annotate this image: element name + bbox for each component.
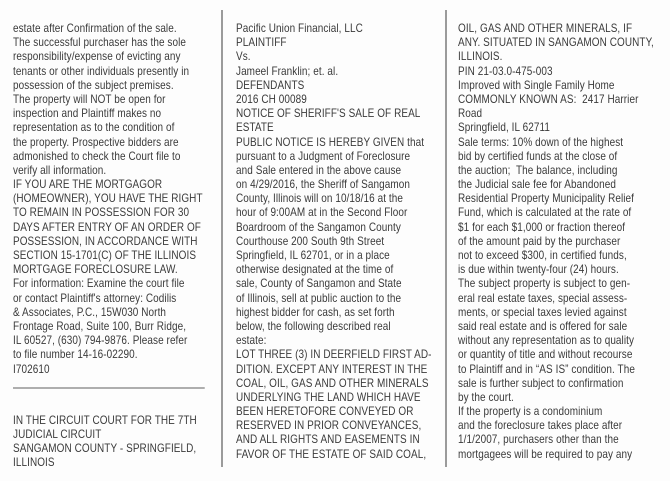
text-line: responsibility/expense of evicting any: [13, 49, 181, 64]
text-line: representation as to the condition of: [13, 120, 175, 135]
text-line: COMMONLY KNOWN AS: 2417 Harrier: [458, 91, 639, 106]
text-line: 1/1/2007, purchasers other than the: [458, 432, 619, 447]
text-line: pursuant to a Judgment of Foreclosure: [236, 148, 411, 163]
text-line: POSSESSION, IN ACCORDANCE WITH: [13, 233, 198, 248]
text-line: TO REMAIN IN POSSESSION FOR 30: [13, 205, 190, 220]
text-line: or contact Plaintiff's attorney: Codilis: [13, 290, 177, 305]
text-line: eral real estate taxes, special assess-: [458, 290, 628, 305]
notice-column-3: [458, 21, 662, 461]
text-line: Frontage Road, Suite 100, Burr Ridge,: [13, 318, 187, 333]
text-line: without any representation as to quality: [458, 333, 635, 348]
text-line: Residential Property Municipality Relief: [458, 191, 635, 206]
text-line: Vs.: [236, 49, 251, 64]
text-line: SANGAMON COUNTY - SPRINGFIELD,: [13, 441, 197, 456]
text-line: LOT THREE (3) IN DEERFIELD FIRST AD-: [236, 347, 432, 362]
text-line: mortgagees will be required to pay any: [458, 446, 633, 461]
text-line: highest bidder for cash, as set forth: [236, 304, 395, 319]
text-line: The successful purchaser has the sole: [13, 35, 187, 50]
text-line: OIL, GAS AND OTHER MINERALS, IF: [458, 21, 633, 35]
text-line: on 4/29/2016, the Sheriff of Sangamon: [236, 177, 411, 192]
text-line: to Plaintiff and in “AS IS” condition. The: [458, 361, 635, 376]
text-line: Springfield, IL 62711: [458, 120, 551, 135]
text-line: I702610: [13, 361, 50, 376]
text-line: ILLINOIS.: [458, 49, 503, 64]
text-line: and Sale entered in the above cause: [236, 162, 402, 177]
text-line: JUDICIAL CIRCUIT: [13, 426, 102, 441]
text-line: The subject property is subject to gen-: [458, 276, 631, 291]
text-line: For information: Examine the court file: [13, 276, 185, 291]
text-line: below, the following described real: [236, 318, 391, 333]
text-line: admonished to check the Court file to: [13, 148, 181, 163]
text-line: Road: [458, 106, 483, 121]
text-line: UNDERLYING THE LAND WHICH HAVE: [236, 389, 421, 404]
text-line: PIN 21-03.0-475-003: [458, 63, 553, 78]
text-line: the auction; The balance, including: [458, 162, 618, 177]
text-line: Pacific Union Financial, LLC: [236, 21, 363, 35]
text-line: RESERVED IN PRIOR CONVEYANCES,: [236, 418, 422, 433]
text-line: ILLINOIS: [13, 455, 55, 470]
text-line: DITION. EXCEPT ANY INTEREST IN THE: [236, 361, 428, 376]
text-line: Courthouse 200 South 9th Street: [236, 233, 385, 248]
text-line: or quantity of title and without recourse: [458, 347, 633, 362]
text-line: PLAINTIFF: [236, 35, 287, 50]
text-line: by the court.: [458, 389, 514, 404]
text-line: tenants or other individuals presently in: [13, 63, 190, 78]
text-line: IN THE CIRCUIT COURT FOR THE 7TH: [13, 412, 197, 427]
text-line: IL 60527, (630) 794-9876. Please refer: [13, 333, 188, 348]
text-line: COAL, OIL, GAS AND OTHER MINERALS: [236, 375, 429, 390]
text-line: estate:: [236, 333, 267, 348]
text-line: The property will NOT be open for: [13, 91, 166, 106]
text-line: DEFENDANTS: [236, 77, 305, 92]
text-line: otherwise designated at the time of: [236, 262, 394, 277]
text-line: BEEN HERETOFORE CONVEYED OR: [236, 404, 414, 419]
notice-column-2: [236, 21, 440, 461]
text-line: the property. Prospective bidders are: [13, 134, 179, 149]
column-divider-2: [445, 10, 447, 467]
text-line: and the foreclosure takes place after: [458, 418, 623, 433]
text-line: MORTGAGE FORECLOSURE LAW.: [13, 262, 178, 277]
text-line: is due within twenty-four (24) hours.: [458, 262, 619, 277]
text-line: sale, County of Sangamon and State: [236, 276, 402, 291]
text-line: ESTATE: [236, 120, 274, 135]
text-line: ments, or special taxes levied against: [458, 304, 627, 319]
text-line: Boardroom of the Sangamon County: [236, 219, 401, 234]
text-line: estate after Confirmation of the sale.: [13, 21, 177, 35]
text-line: NOTICE OF SHERIFF'S SALE OF REAL: [236, 106, 421, 121]
text-line: & Associates, P.C., 15W030 North: [13, 304, 167, 319]
text-line: to file number 14-16-02290.: [13, 347, 138, 362]
text-line: not to exceed $300, in certified funds,: [458, 248, 627, 262]
text-line: sale is further subject to confirmation: [458, 375, 624, 390]
section-divider-rule: [13, 387, 205, 389]
text-line: hour of 9:00AM at in the Second Floor: [236, 205, 408, 220]
text-line: ANY. SITUATED IN SANGAMON COUNTY,: [458, 35, 654, 50]
notice-column-1: [13, 21, 217, 469]
text-line: County, Illinois will on 10/18/16 at the: [236, 191, 404, 206]
text-line: of the amount paid by the purchaser: [458, 233, 621, 248]
text-line: 2016 CH 00089: [236, 91, 307, 106]
text-line: Springfield, IL 62701, or in a place: [236, 248, 390, 262]
text-line: said real estate and is offered for sale: [458, 318, 628, 333]
text-line: the Judicial sale fee for Abandoned: [458, 177, 616, 192]
text-line: bid by certified funds at the close of: [458, 148, 618, 163]
text-line: FAVOR OF THE ESTATE OF SAID COAL,: [236, 446, 427, 461]
text-line: AND ALL RIGHTS AND EASEMENTS IN: [236, 432, 420, 447]
text-line: verify all information.: [13, 162, 107, 177]
text-line: If the property is a condominium: [458, 404, 603, 419]
text-line: Jameel Franklin; et. al.: [236, 63, 339, 78]
text-line: DAYS AFTER ENTRY OF AN ORDER OF: [13, 219, 201, 234]
text-line: inspection and Plaintiff makes no: [13, 106, 162, 121]
text-line: Improved with Single Family Home: [458, 77, 615, 92]
text-line: possession of the subject premises.: [13, 77, 174, 92]
text-line: of Illinois, sell at public auction to the: [236, 290, 402, 305]
text-line: (HOMEOWNER), YOU HAVE THE RIGHT: [13, 191, 203, 206]
text-line: Fund, which is calculated at the rate of: [458, 205, 632, 220]
text-line: IF YOU ARE THE MORTGAGOR: [13, 177, 163, 192]
text-line: $1 for each $1,000 or fraction thereof: [458, 219, 626, 234]
text-line: Sale terms: 10% down of the highest: [458, 134, 624, 149]
text-line: PUBLIC NOTICE IS HEREBY GIVEN that: [236, 134, 425, 149]
column-divider-1: [221, 10, 223, 467]
text-line: SECTION 15-1701(C) OF THE ILLINOIS: [13, 248, 197, 262]
